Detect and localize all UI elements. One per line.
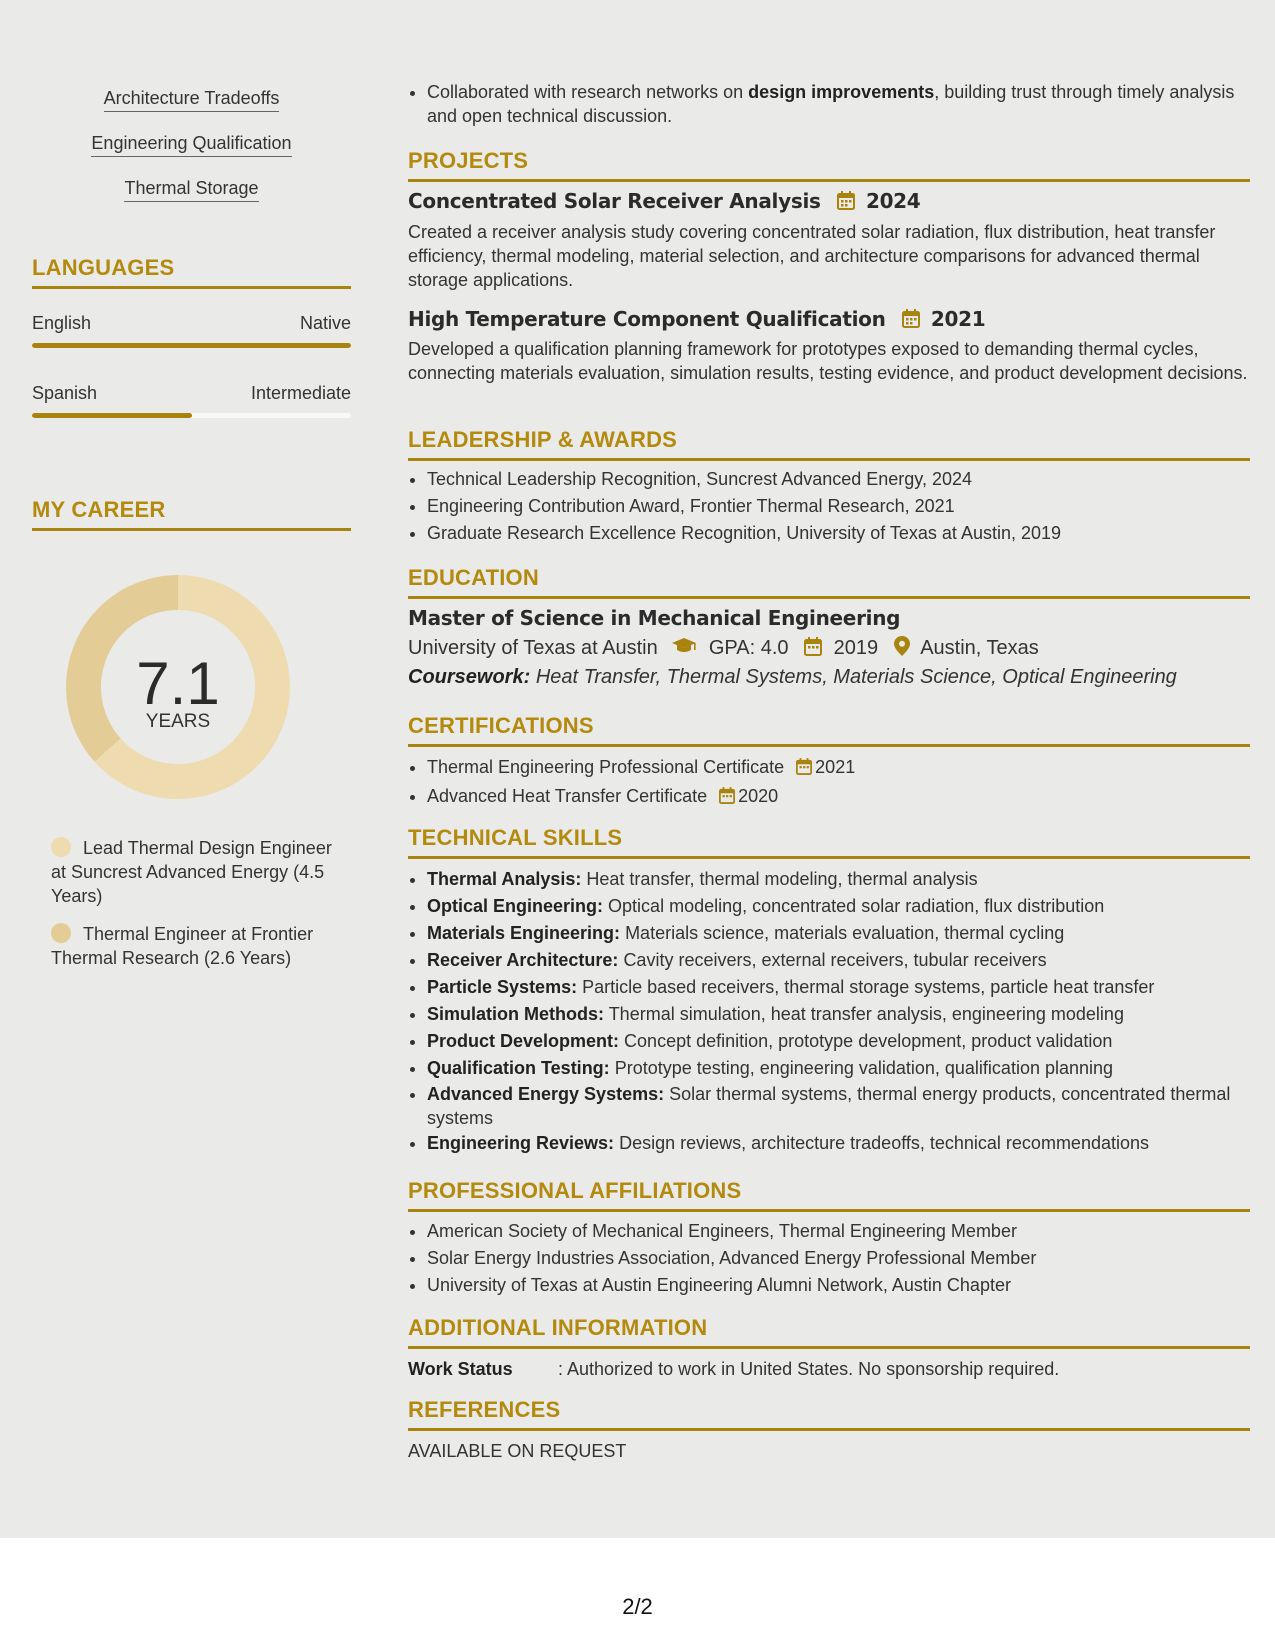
project-title: High Temperature Component Qualification 2021 (408, 307, 986, 331)
skills-heading: TECHNICAL SKILLS (408, 825, 1250, 859)
skill-link[interactable]: Engineering Qualification (32, 133, 351, 154)
list-item: • Solar Energy Industries Association, Advanced Energy Professional Member (427, 1245, 1250, 1272)
graduation-year: 2019 (833, 637, 879, 659)
language-name: Spanish (32, 383, 98, 403)
certifications-list (408, 754, 1250, 812)
page-number: 2/2 (622, 1594, 653, 1619)
career-years-unit: YEARS (145, 711, 211, 732)
calendar-icon (902, 309, 920, 333)
leadership-heading: LEADERSHIP & AWARDS (408, 427, 1250, 461)
language-bar-fill (32, 413, 192, 418)
list-item: • Thermal Engineering Professional Certificate 2021 (427, 754, 1250, 783)
career-legend-label: Thermal Engineer at Frontier Thermal Research (2.6 Years) (51, 924, 314, 968)
list-item: • Graduate Research Excellence Recognition, University of Texas at Austin, 2019 (427, 520, 1250, 547)
list-item: • Technical Leadership Recognition, Suncrest Advanced Energy, 2024 (427, 466, 1250, 493)
experience-tail (408, 80, 1250, 128)
leadership-list (408, 466, 1250, 547)
calendar-icon (837, 191, 855, 215)
language-bar-fill (32, 343, 351, 348)
legend-dot (51, 837, 71, 857)
skill-link[interactable]: Thermal Storage (32, 178, 351, 199)
skill-link[interactable]: Architecture Tradeoffs (32, 88, 351, 109)
references-text: AVAILABLE ON REQUEST (408, 1441, 627, 1461)
project-year: 2024 (865, 189, 921, 213)
language-bar (32, 343, 351, 348)
affiliations-list (408, 1218, 1250, 1299)
education-details (408, 636, 1250, 662)
references-heading: REFERENCES (408, 1397, 1250, 1431)
certifications-heading: CERTIFICATIONS (408, 713, 1250, 747)
language-level: Intermediate (250, 383, 351, 403)
coursework: Coursework: Heat Transfer, Thermal Systems, Materials Science, Optical Engineering (408, 666, 1177, 688)
skill-item: • Receiver Architecture: Cavity receivers, external receivers, tubular receivers (427, 947, 1250, 974)
career-donut (66, 575, 290, 799)
calendar-icon (804, 637, 822, 662)
project-title: Concentrated Solar Receiver Analysis 2024 (408, 189, 921, 213)
education-location: Austin, Texas (920, 637, 1039, 659)
work-status-label: Work Status (408, 1359, 513, 1379)
career-legend-item (51, 836, 341, 908)
skill-item: • Engineering Reviews: Design reviews, architecture tradeoffs, technical recommendations (427, 1130, 1250, 1157)
list-item: • University of Texas at Austin Engineering Alumni Network, Austin Chapter (427, 1272, 1250, 1299)
work-status (408, 1357, 1250, 1381)
skill-item: • Simulation Methods: Thermal simulation, heat transfer analysis, engineering modeling (427, 1001, 1250, 1028)
list-item: • Advanced Heat Transfer Certificate 2020 (427, 783, 1250, 812)
language-name: English (32, 313, 92, 333)
career-total-years: 7.1 (136, 650, 220, 717)
career-legend-item (51, 922, 341, 970)
project-description: Created a receiver analysis study covering concentrated solar radiation, flux distribution, heat transfer efficiency, thermal modeling, material selection, and architecture comparisons for advanced thermal storage applications. (408, 222, 1216, 290)
gpa: GPA: 4.0 (708, 637, 789, 659)
location-pin-icon (894, 637, 910, 659)
legend-dot (51, 923, 71, 943)
project-year: 2021 (930, 307, 986, 331)
list-item: • Collaborated with research networks on design improvements, building trust through timely analysis and open technical discussion. (427, 80, 1250, 128)
education-heading: EDUCATION (408, 565, 1250, 599)
skill-item: • Qualification Testing: Prototype testing, engineering validation, qualification planning (427, 1055, 1250, 1082)
additional-info-heading: ADDITIONAL INFORMATION (408, 1315, 1250, 1349)
work-status-value: : Authorized to work in United States. No sponsorship required. (558, 1359, 1060, 1379)
language-level: Native (299, 313, 351, 333)
project-description: Developed a qualification planning framework for prototypes exposed to demanding thermal cycles, connecting materials evaluation, simulation results, testing evidence, and product development decisions. (408, 339, 1248, 383)
degree-title: Master of Science in Mechanical Engineering (408, 606, 901, 630)
career-heading: MY CAREER (32, 497, 351, 531)
skill-item: • Optical Engineering: Optical modeling, concentrated solar radiation, flux distribution (427, 893, 1250, 920)
projects-heading: PROJECTS (408, 148, 1250, 182)
graduation-cap-icon (671, 637, 697, 659)
skill-item: • Particle Systems: Particle based receivers, thermal storage systems, particle heat transfer (427, 974, 1250, 1001)
language-bar (32, 413, 351, 418)
skill-item: • Product Development: Concept definition, prototype development, product validation (427, 1028, 1250, 1055)
skill-item: • Materials Engineering: Materials science, materials evaluation, thermal cycling (427, 920, 1250, 947)
career-legend-label: Lead Thermal Design Engineer at Suncrest Advanced Energy (4.5 Years) (51, 838, 332, 906)
skill-item: • Thermal Analysis: Heat transfer, thermal modeling, thermal analysis (427, 866, 1250, 893)
skill-item: • Advanced Energy Systems: Solar thermal systems, thermal energy products, concentrated thermal systems (427, 1082, 1250, 1130)
calendar-icon (796, 756, 812, 783)
school-name: University of Texas at Austin (408, 637, 658, 659)
calendar-icon (719, 785, 735, 812)
languages-heading: LANGUAGES (32, 255, 351, 289)
list-item: • Engineering Contribution Award, Frontier Thermal Research, 2021 (427, 493, 1250, 520)
skills-list (408, 866, 1250, 1157)
list-item: • American Society of Mechanical Engineers, Thermal Engineering Member (427, 1218, 1250, 1245)
affiliations-heading: PROFESSIONAL AFFILIATIONS (408, 1178, 1250, 1212)
